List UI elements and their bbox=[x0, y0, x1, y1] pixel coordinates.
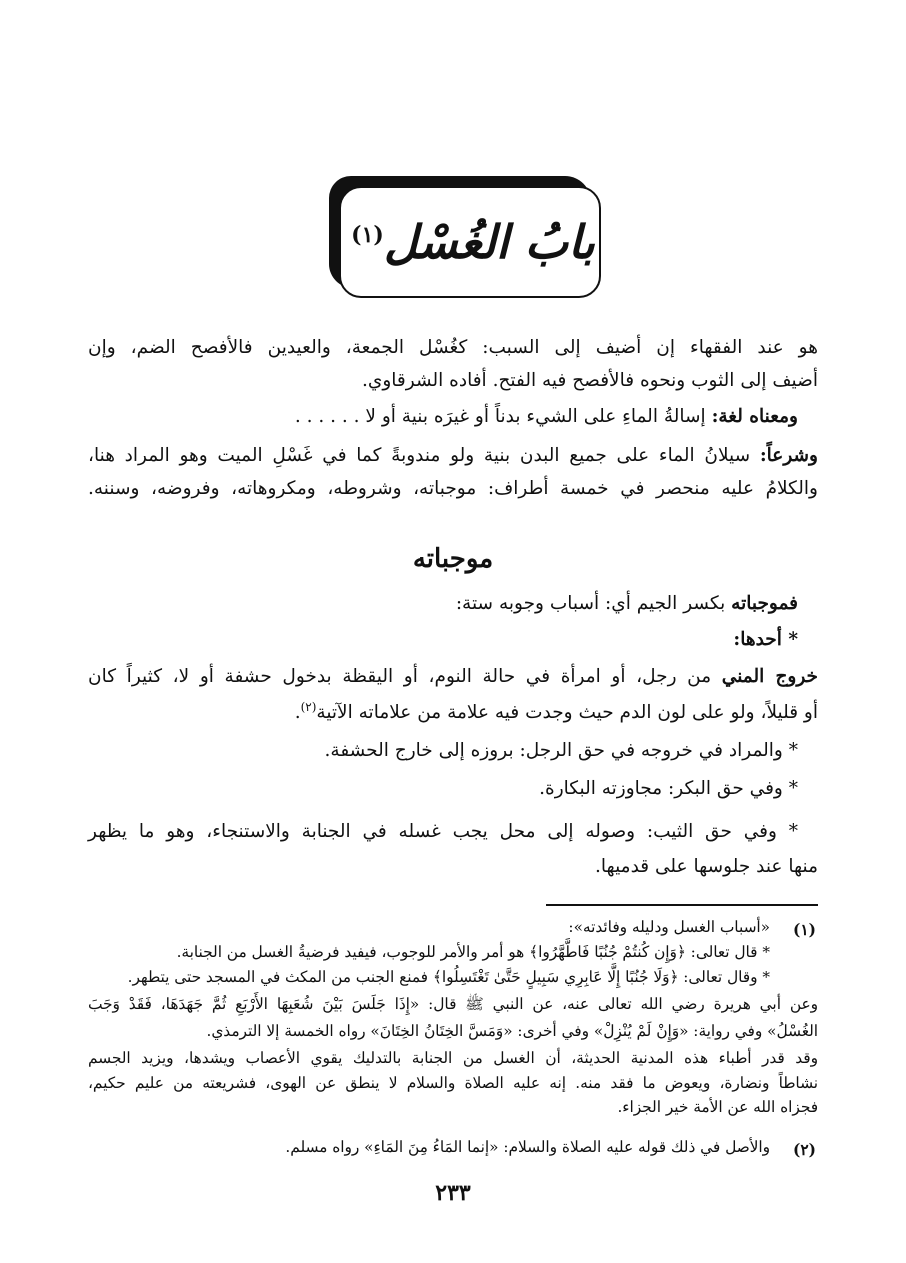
footnote-1-line-5: الغُسْلُ» وفي رواية: «وَإِنْ لَمْ يُنْزِلْ» وفي أخرى: «وَمَسَّ الخِتَانُ الخِتَانَ» رواه الخمسة إلا الترمذي. bbox=[206, 1022, 818, 1040]
footnote-1-line-2: * قال تعالى: ﴿وَإِن كُنتُمْ جُنُبًا فَاطَّهَّرُوا﴾ هو أمر والأمر للوجوب، فيفيد فرضيةُ الغسل من الجنابة. bbox=[176, 943, 770, 961]
footnote-1-line-1: «أسباب الغسل ودليله وفائدته»: bbox=[568, 918, 770, 936]
page-number: ٢٣٣ bbox=[435, 1180, 471, 1206]
footnote-number-1: (١) bbox=[792, 920, 816, 939]
footnote-1-line-4: وعن أبي هريرة رضي الله تعالى عنه، عن النبي ﷺ قال: «إِذَا جَلَسَ بَيْنَ شُعَبِهَا الأَرْبَعِ ثُمَّ جَهَدَهَا، فَقَدْ وَجَبَ bbox=[88, 995, 818, 1013]
section-heading: موجباته bbox=[412, 544, 494, 574]
intro-line-1: هو عند الفقهاء إن أضيف إلى السبب: كغُسْل الجمعة، والعيدين فالأفصح الضم، وإن bbox=[88, 337, 818, 358]
intro-line-2: أضيف إلى الثوب ونحوه فالأفصح فيه الفتح. أفاده الشرقاوي. bbox=[362, 370, 818, 391]
footnote-2-line-1: والأصل في ذلك قوله عليه الصلاة والسلام: «إنما المَاءُ مِنَ المَاءِ» رواه مسلم. bbox=[285, 1138, 770, 1156]
footnote-number-2: (٢) bbox=[792, 1140, 816, 1159]
body-line-4: أو قليلاً، ولو على لون الدم حيث وجدت فيه علامة من علاماته الآتية$^{(٢)}$. bbox=[294, 700, 818, 724]
sharan-label: وشرعاً: bbox=[759, 445, 818, 466]
body-line-6: * وفي حق البكر: مجاوزته البكارة. bbox=[539, 778, 798, 799]
sharan-text: سيلانُ الماء على جميع البدن بنية ولو مندوبةً كما في غَسْلِ الميت وهو المراد هنا، bbox=[88, 445, 760, 466]
footnote-1-line-8: فجزاه الله عن الأمة خير الجزاء. bbox=[617, 1098, 818, 1116]
body-line-7: * وفي حق الثيب: وصوله إلى محل يجب غسله في الجنابة والاستنجاء، وهو ما يظهر bbox=[88, 821, 798, 842]
body-line-8: منها عند جلوسها على قدميها. bbox=[595, 856, 818, 877]
body-line-5: * والمراد في خروجه في حق الرجل: بروزه إلى خارج الحشفة. bbox=[324, 740, 798, 761]
body-line-3 bbox=[88, 668, 818, 687]
lugha-text: إسالةُ الماءِ على الشيء بدناً أو غيرَه بنية أو لا . . . . . . bbox=[294, 406, 712, 427]
footnote-separator bbox=[546, 904, 818, 906]
body-line-1-text: بكسر الجيم أي: أسباب وجوبه ستة: bbox=[455, 593, 732, 614]
chapter-title-frame bbox=[335, 180, 603, 298]
footnote-ref-2: (٢) bbox=[300, 700, 317, 714]
intro-line-5: والكلامُ عليه منحصر في خمسة أطراف: موجباته، وشروطه، ومكروهاته، وفروضه، وسننه. bbox=[88, 478, 818, 499]
body-line-3-text: من رجل، أو امرأة في حالة النوم، أو اليقظة بدخول حشفة أو لا، كثيراً كان bbox=[88, 666, 722, 687]
lugha-label: ومعناه لغة: bbox=[711, 406, 798, 427]
body-line-2: * أحدها: bbox=[733, 629, 798, 650]
intro-line-4 bbox=[88, 447, 818, 466]
title-footnote-mark: (١) bbox=[351, 221, 384, 248]
intro-line-3 bbox=[88, 408, 798, 427]
khuruj-label: خروج المني bbox=[721, 666, 818, 687]
chapter-title: بابُ الغُسْل$^{(١)}$ bbox=[351, 215, 595, 269]
title-frame-box bbox=[339, 186, 601, 298]
footnote-1-line-3: * وقال تعالى: ﴿وَلَا جُنُبًا إِلَّا عَابِرِي سَبِيلٍ حَتَّىٰ تَغْتَسِلُوا﴾ فمنع الجنب من المكث في المسجد حتى يتطهر. bbox=[127, 968, 770, 986]
mujibatuhu-label: فموجباته bbox=[731, 593, 798, 614]
footnote-1-line-6: وقد قدر أطباء هذه المدنية الحديثة، أن الغسل من الجنابة بالتدليك يقوي الأعصاب ويشدها، ويزيد الجسم bbox=[88, 1049, 818, 1067]
footnote-1-line-7: نشاطاً ونضارة، ويعوض ما فقد منه. إنه عليه الصلاة والسلام لا ينطق عن الهوى، فشريعته من عليم حكيم، bbox=[88, 1074, 818, 1092]
body-line-1 bbox=[88, 595, 798, 614]
